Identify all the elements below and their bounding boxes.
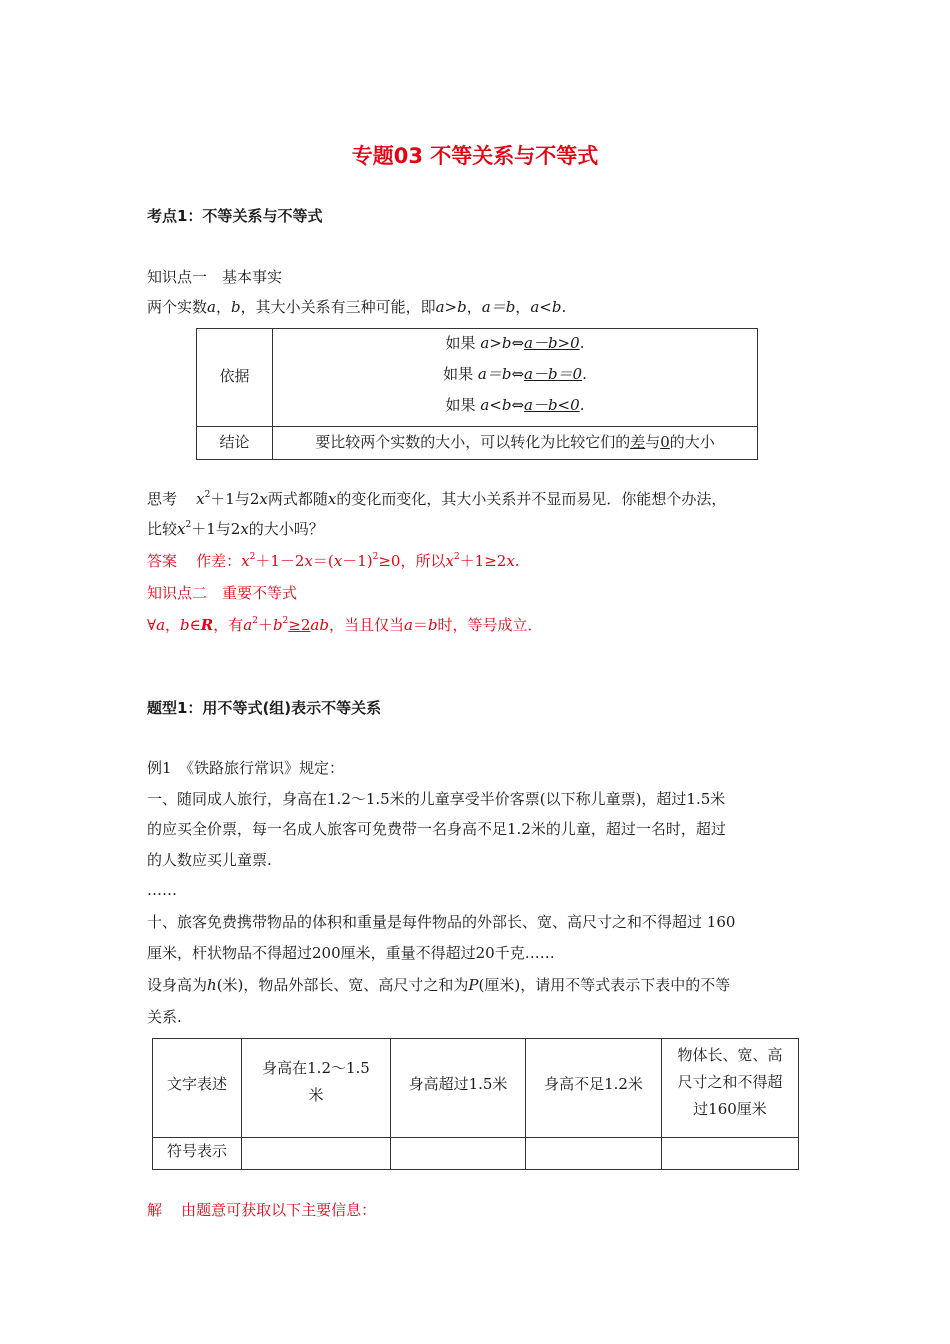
height-range-cell: 身高在1.2～1.5 米 (262, 1059, 370, 1104)
conclusion-text: 要比较两个实数的大小，可以转化为比较它们的差与0的大小 (315, 433, 715, 451)
example-ellipsis: …… (147, 881, 177, 899)
type-heading-1: 题型1：用不等式(组)表示不等关系 (147, 699, 382, 717)
example-para-2-line-2: 厘米，杆状物品不得超过200厘米，重量不得超过20千克…… (147, 944, 555, 962)
basis-line-less: 如果 a<b⇔a－b<0. (445, 396, 585, 414)
inequality-table (152, 1038, 799, 1170)
answer-line: 答案 作差：$x^2+1-2x=(x-1)^2\ge 0$，所以$x^2+1\ge 2x$. (147, 552, 520, 570)
think-line-2: 比较$x^2+1$与2x的大小吗？ (147, 520, 324, 538)
example-para-3-line-1: 设身高为h(米)，物品外部长、宽、高尺寸之和为P(厘米)，请用不等式表示下表中的不等 (147, 976, 731, 994)
section-heading-1: 考点1：不等关系与不等式 (147, 207, 323, 225)
basis-conclusion-table (196, 328, 758, 460)
knowledge-point-1-heading: 知识点一 基本事实 (147, 268, 283, 286)
think-line-1: 思考 $x^2+1$与2x两式都随x的变化而变化，其大小关系并不显而易见．你能想个办法， (147, 490, 727, 508)
example-para-1-line-2: 的应买全价票，每一名成人旅客可免费带一名身高不足1.2米的儿童，超过一名时，超过 (147, 820, 726, 838)
example-para-1-line-1: 一、随同成人旅行，身高在1.2～1.5米的儿童享受半价客票(以下称儿童票)，超过1.5米 (147, 790, 726, 808)
symbol-representation-label: 符号表示 (166, 1142, 227, 1160)
knowledge-point-2-heading: 知识点二 重要不等式 (147, 584, 298, 602)
example-para-3-line-2: 关系. (147, 1008, 182, 1026)
dimension-limit-cell: 物体长、宽、高 尺寸之和不得超 过160厘米 (677, 1046, 783, 1118)
basis-line-equal: 如果 a＝b⇔a－b＝0. (443, 365, 587, 383)
solution-line: 解 由题意可获取以下主要信息： (147, 1201, 377, 1219)
example-para-1-line-3: 的人数应买儿童票. (147, 851, 272, 869)
text-description-label: 文字表述 (166, 1075, 227, 1093)
height-under-cell: 身高不足1.2米 (544, 1075, 643, 1093)
conclusion-label: 结论 (219, 433, 250, 451)
knowledge-point-1-text: 两个实数a，b，其大小关系有三种可能，即a>b，a＝b，a<b. (147, 298, 567, 316)
important-inequality: ∀a，b∈R，有$a^2+b^2\ge 2ab$，当且仅当a＝b时，等号成立． (147, 616, 543, 634)
example-label: 例1 《铁路旅行常识》规定： (147, 759, 345, 777)
basis-line-greater: 如果 a>b⇔a－b>0. (445, 334, 585, 352)
example-para-2-line-1: 十、旅客免费携带物品的体积和重量是每件物品的外部长、宽、高尺寸之和不得超过 160 (147, 913, 736, 931)
basis-label: 依据 (219, 367, 250, 385)
page-title: 专题03 不等关系与不等式 (351, 144, 599, 168)
height-over-cell: 身高超过1.5米 (408, 1075, 508, 1093)
